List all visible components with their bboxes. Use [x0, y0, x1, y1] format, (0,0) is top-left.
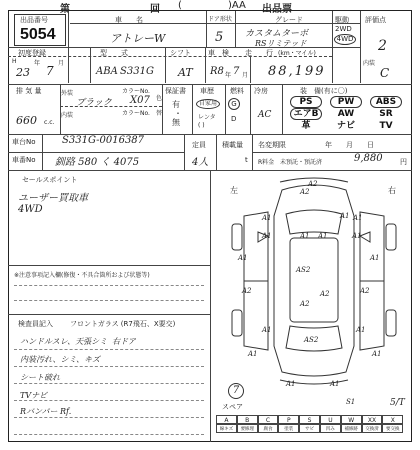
damage-mark: A1 — [352, 232, 362, 240]
spare-label: スペア — [222, 403, 243, 411]
legend-meaning: 塗装 — [278, 424, 299, 433]
fuel-label: 燃料 — [230, 87, 244, 95]
equipment-5: AW — [337, 109, 355, 119]
displacement-label: 排 気 量 — [16, 87, 42, 95]
damage-mark: A1 — [370, 254, 380, 262]
legend-meaning: 腐食 — [258, 424, 279, 433]
fuel-d: D — [231, 115, 237, 123]
inspector-line: 右ドア — [112, 337, 136, 346]
damage-mark: A1 — [340, 212, 350, 220]
drive-2wd: 2WD — [335, 25, 352, 33]
exterior-color: ブラック — [76, 98, 112, 108]
title-fragment: )AA — [228, 0, 246, 11]
glass-label: フロントガラス (R7飛石、X要交) — [70, 320, 176, 328]
load-unit: t — [245, 156, 248, 164]
damage-mark: A2 — [242, 287, 252, 295]
damage-mark: A1 — [356, 326, 366, 334]
model-label: 型 式 — [100, 49, 128, 57]
legend-code: X — [382, 415, 403, 424]
color-no-label-2: カラーNo. — [122, 110, 150, 117]
selling-point-line: 4WD — [18, 204, 43, 215]
change-date-ym: 年 月 日 — [325, 141, 374, 149]
capacity-value: 4人 — [192, 157, 209, 168]
first-reg-label: 初度登録 — [18, 49, 46, 57]
selling-point-line: ユーザー買取車 — [18, 193, 88, 204]
warranty-yes: 有 — [172, 100, 180, 109]
spare-code-circled: 7 — [228, 383, 244, 399]
legend-code: XX — [362, 415, 383, 424]
equipment-7: 革 — [301, 121, 311, 131]
score-value: 2 — [378, 38, 387, 54]
ac-label: 冷房 — [254, 87, 268, 95]
drive-label: 駆動 — [335, 16, 349, 24]
inspection-month: 7 — [233, 66, 240, 77]
legend-code: U — [320, 415, 341, 424]
color-label: 色 — [156, 95, 163, 102]
vehicle-name: アトレーW — [110, 32, 166, 45]
inspector-line: TVナビ — [20, 391, 48, 400]
chassis-label: 車台No — [12, 138, 36, 146]
damage-mark: A1 — [262, 232, 272, 240]
inspection-label: 車 検 — [208, 49, 229, 57]
recycle-status: 未預託・預託済 — [280, 159, 323, 166]
damage-mark: A1 — [318, 232, 328, 240]
color-no-label: カラーNo. — [122, 88, 150, 95]
legend-meaning: 要修理 — [237, 424, 258, 433]
cc-label: c.c. — [44, 119, 55, 126]
equipment-9: TV — [379, 121, 393, 131]
damage-mark: A1 — [262, 326, 272, 334]
legend-code: C — [258, 415, 279, 424]
name-label: 車 名 — [115, 16, 143, 24]
mileage-value: 88,199 — [268, 64, 326, 79]
damage-mark: A1 — [286, 380, 296, 388]
mileage-unit: (km・マイル) — [278, 50, 316, 57]
plate-value: 釧路 580 く 4075 — [55, 157, 140, 168]
selling-points-label: セールスポイント — [22, 176, 78, 184]
inspector-line: シート破れ — [20, 373, 60, 382]
grade-line1: カスタムターボ — [245, 29, 309, 39]
damage-mark: A2 — [300, 300, 310, 308]
equipment-2: PW — [330, 96, 362, 108]
interior-label: 内装 — [61, 112, 74, 119]
legend-meaning: 要交換 — [382, 424, 403, 433]
load-label: 積載量 — [222, 141, 243, 149]
inspector-line: ハンドルスレ、天張シミ — [20, 337, 108, 346]
tire-note: 5/T — [390, 398, 405, 408]
grade-line2: RSリミテッド — [255, 39, 307, 48]
damage-mark: A2 — [308, 180, 318, 188]
damage-mark: A1 — [238, 254, 248, 262]
warranty-no: 無 — [172, 118, 180, 127]
diagram-right-label: 右 — [388, 186, 396, 195]
color-code: X07 — [130, 95, 150, 106]
interior-grade: C — [380, 66, 390, 80]
damage-mark: A1 — [330, 380, 340, 388]
history-private-circled: 自家用 — [196, 99, 220, 109]
damage-mark: AS2 — [296, 266, 311, 274]
warranty-label: 保証書 — [165, 87, 186, 95]
reg-month: 7 — [46, 64, 54, 78]
recycle-label: R料金 — [258, 159, 275, 166]
title-fragment: ( — [178, 0, 182, 11]
equipment-8: ナビ — [336, 121, 355, 131]
model-code: S331G — [120, 66, 154, 77]
displacement-value: 660 — [16, 114, 37, 127]
shift-value: AT — [178, 66, 193, 79]
diagram-left-label: 左 — [230, 186, 238, 195]
fuel-g-circled: G — [228, 98, 240, 110]
legend-code: S — [299, 415, 320, 424]
equipment-4: エアB — [290, 108, 322, 120]
inspector-label: 検査員記入 — [18, 320, 53, 328]
legend-code: W — [341, 415, 362, 424]
doors-label: ドア形状 — [208, 16, 232, 23]
damage-mark: AS2 — [304, 336, 319, 344]
chassis-number: S331G-0016387 — [62, 135, 145, 146]
legend-meaning: サビ — [299, 424, 320, 433]
notes-label: ※注意事項記入欄(修復・不具合箇所および状態等) — [14, 272, 150, 279]
history-extra: ( ) — [198, 122, 205, 129]
reg-year: 23 — [16, 66, 30, 79]
damage-mark: A1 — [300, 232, 310, 240]
recycle-amount: 9,880 — [354, 153, 383, 164]
damage-mark: A2 — [320, 290, 330, 298]
title-fragment: 第 — [60, 4, 70, 15]
inspection-month-suffix: 月 — [242, 72, 249, 79]
inspector-line: Rバンパー Rf. — [20, 407, 72, 416]
damage-mark: A2 — [300, 188, 310, 196]
change-label: 替 — [156, 110, 163, 117]
warranty-dot: ・ — [174, 109, 182, 118]
legend-meaning: 凹み — [320, 424, 341, 433]
model-prefix: ABA — [96, 66, 118, 77]
damage-mark: S1 — [346, 398, 356, 406]
capacity-label: 定員 — [192, 141, 206, 149]
doors-value: 5 — [215, 30, 224, 45]
damage-mark: A1 — [372, 350, 382, 358]
month-label: 月 — [58, 60, 65, 67]
equipment-3: ABS — [370, 96, 402, 108]
legend-meaning: 交換済 — [362, 424, 383, 433]
equipment-label: 装 備(有に〇) — [300, 87, 348, 95]
legend-meaning: 線キズ — [216, 424, 237, 433]
year-label: 年 — [34, 60, 41, 67]
lot-label: 出品番号 — [20, 16, 48, 24]
inspection-year-suffix: 年 — [225, 72, 232, 79]
era-label: H — [12, 58, 17, 65]
inspector-line: 内装汚れ、シミ、キズ — [20, 355, 100, 364]
equipment-1: PS — [290, 96, 322, 108]
shift-label: シフト — [170, 49, 191, 57]
lot-number: 5054 — [20, 26, 56, 43]
damage-mark: A1 — [353, 214, 363, 222]
legend-meaning: 補修跡 — [341, 424, 362, 433]
title-fragment: 出品票 — [262, 4, 292, 15]
yen-label: 円 — [400, 158, 407, 166]
history-rental: レンタ — [198, 114, 216, 121]
plate-label: 車番No — [12, 156, 36, 164]
legend-code: A — [216, 415, 237, 424]
history-label: 車歴 — [200, 87, 214, 95]
ac-value: AC — [258, 110, 272, 120]
mileage-label: 走 行 — [245, 49, 273, 57]
title-fragment: 回 — [150, 4, 160, 15]
legend-code: P — [278, 415, 299, 424]
interior-grade-label: 内装 — [363, 60, 376, 67]
change-date-label: 名変期限 — [258, 141, 286, 149]
damage-mark: A1 — [262, 214, 272, 222]
drive-4wd-circled: 4WD — [334, 34, 356, 45]
exterior-label: 外装 — [61, 90, 74, 97]
damage-mark: A1 — [248, 350, 258, 358]
score-label: 評価点 — [365, 16, 386, 24]
grade-label: グレード — [275, 16, 303, 24]
legend-code: B — [237, 415, 258, 424]
damage-mark: A2 — [360, 287, 370, 295]
inspection-era: R8 — [210, 66, 224, 77]
equipment-6: SR — [379, 109, 393, 119]
